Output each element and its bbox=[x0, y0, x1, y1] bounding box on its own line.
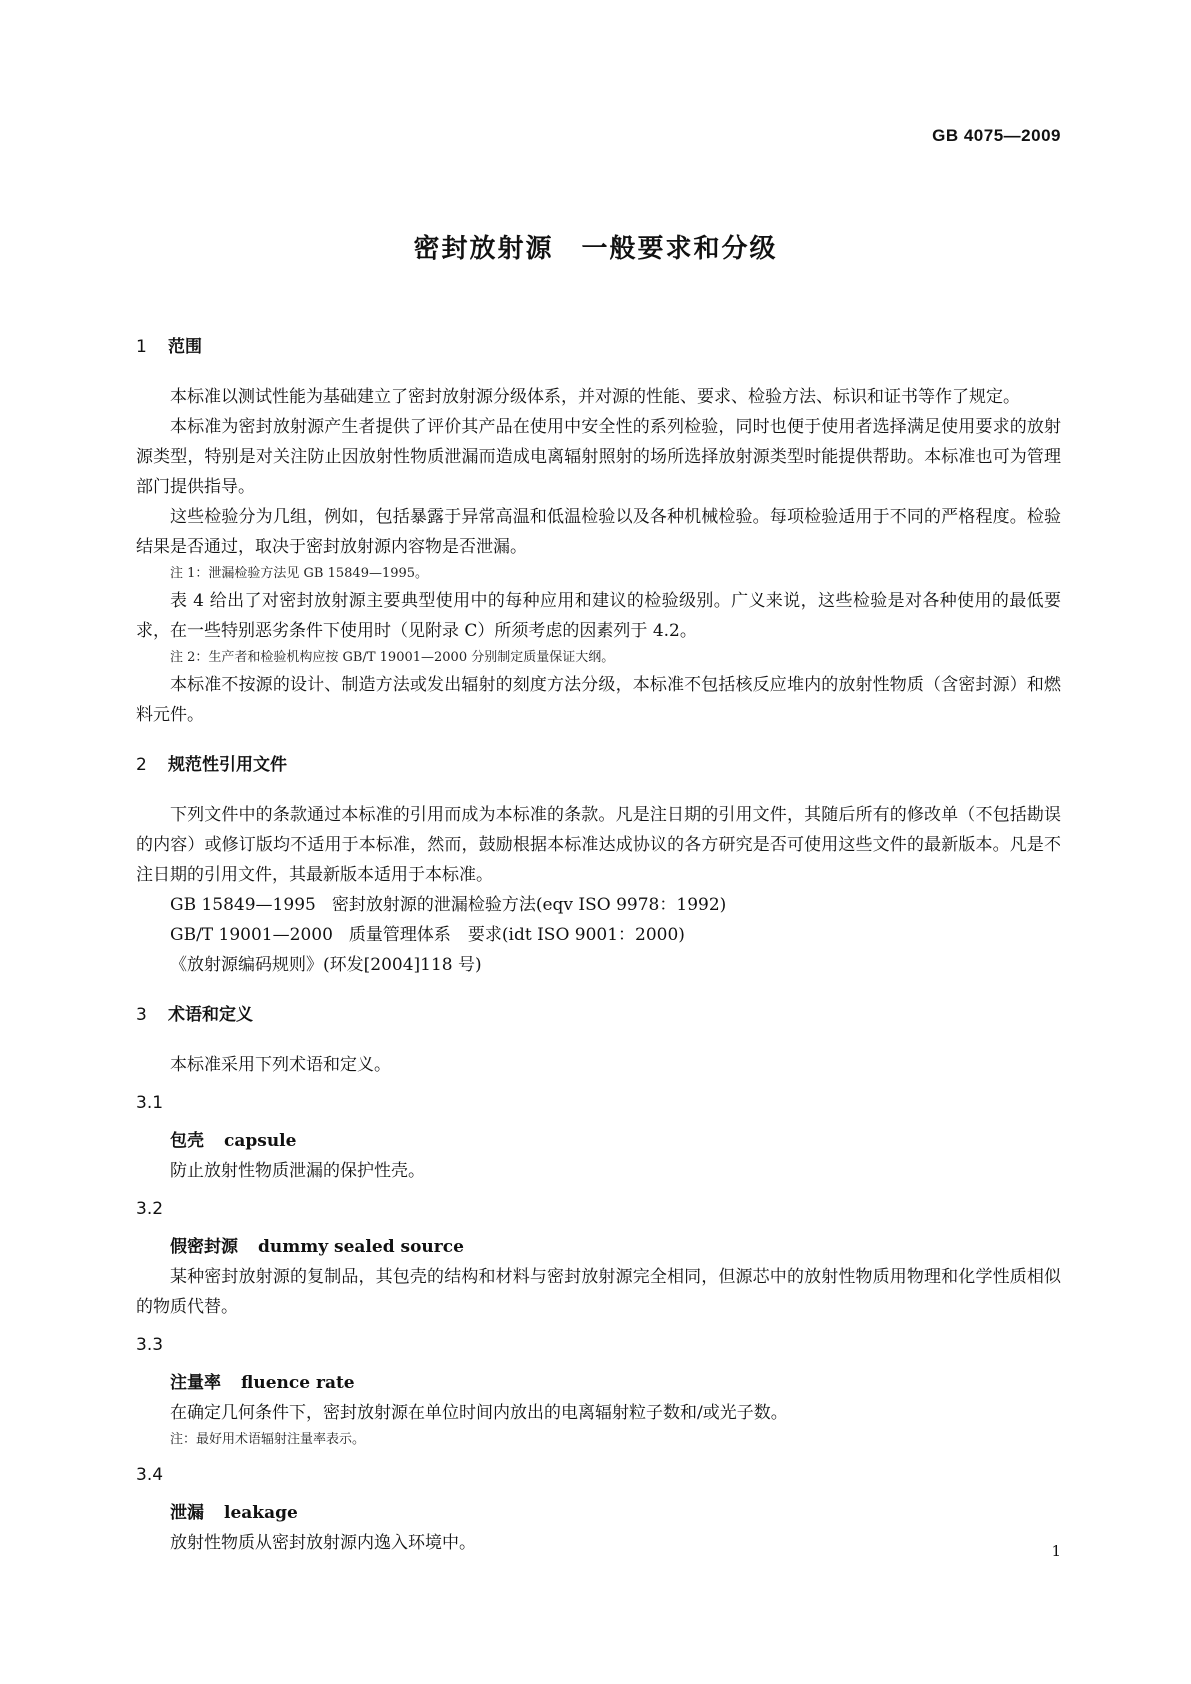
term-definition: 在确定几何条件下，密封放射源在单位时间内放出的电离辐射粒子数和/或光子数。 bbox=[170, 1403, 788, 1423]
note: 注 2：生产者和检验机构应按 GB/T 19001—2000 分别制定质量保证大纲。 bbox=[170, 650, 615, 665]
term-number: 3.1 bbox=[136, 1093, 164, 1113]
term-en: dummy sealed source bbox=[258, 1237, 464, 1257]
section-number: 3 bbox=[136, 1005, 147, 1025]
term-cn: 包壳 bbox=[170, 1131, 204, 1151]
note: 注 1：泄漏检验方法见 GB 15849—1995。 bbox=[170, 566, 429, 581]
section-1-heading bbox=[136, 332, 1061, 362]
term-definition: 放射性物质从密封放射源内逸入环境中。 bbox=[170, 1533, 476, 1553]
term-cn: 假密封源 bbox=[170, 1237, 238, 1257]
paragraph: 本标准不按源的设计、制造方法或发出辐射的刻度方法分级，本标准不包括核反应堆内的放射性物质（含密封源）和燃料元件。 bbox=[136, 675, 1061, 725]
term-number: 3.2 bbox=[136, 1199, 164, 1219]
section-number: 2 bbox=[136, 755, 147, 775]
section-title: 范围 bbox=[168, 337, 202, 357]
term-en: fluence rate bbox=[241, 1373, 355, 1393]
document-title: 密封放射源 一般要求和分级 bbox=[413, 234, 778, 264]
term-heading bbox=[136, 1498, 1061, 1528]
document-code: GB 4075—2009 bbox=[932, 126, 1061, 145]
section-title: 规范性引用文件 bbox=[168, 755, 287, 775]
reference-title: 《放射源编码规则》(环发[2004]118 号) bbox=[170, 955, 482, 975]
paragraph: 这些检验分为几组，例如，包括暴露于异常高温和低温检验以及各种机械检验。每项检验适用于不同的严格程度。检验结果是否通过，取决于密封放射源内容物是否泄漏。 bbox=[136, 507, 1061, 557]
document-body bbox=[136, 332, 1061, 1558]
term-en: leakage bbox=[224, 1503, 298, 1523]
paragraph: 本标准为密封放射源产生者提供了评价其产品在使用中安全性的系列检验，同时也便于使用者选择满足使用要求的放射源类型，特别是对关注防止因放射性物质泄漏而造成电离辐射照射的场所选择放射源类型时能提供帮助。本标准也可为管理部门提供指导。 bbox=[136, 417, 1061, 497]
reference-code: GB 15849—1995 bbox=[170, 895, 316, 915]
page-number: 1 bbox=[1051, 1542, 1061, 1560]
reference-item bbox=[136, 890, 1061, 920]
term-number: 3.4 bbox=[136, 1465, 164, 1485]
section-title: 术语和定义 bbox=[168, 1005, 253, 1025]
paragraph: 本标准以测试性能为基础建立了密封放射源分级体系，并对源的性能、要求、检验方法、标识和证书等作了规定。 bbox=[170, 387, 1020, 407]
note: 注：最好用术语辐射注量率表示。 bbox=[170, 1432, 366, 1447]
term-cn: 泄漏 bbox=[170, 1503, 204, 1523]
term-number: 3.3 bbox=[136, 1335, 164, 1355]
reference-item bbox=[136, 950, 1061, 980]
term-en: capsule bbox=[224, 1131, 297, 1151]
section-number: 1 bbox=[136, 337, 147, 357]
paragraph: 下列文件中的条款通过本标准的引用而成为本标准的条款。凡是注日期的引用文件，其随后所有的修改单（不包括勘误的内容）或修订版均不适用于本标准，然而，鼓励根据本标准达成协议的各方研究是否可使用这些文件的最新版本。凡是不注日期的引用文件，其最新版本适用于本标准。 bbox=[136, 805, 1061, 885]
term-heading bbox=[136, 1368, 1061, 1398]
reference-title: 质量管理体系 要求(idt ISO 9001：2000) bbox=[348, 925, 685, 945]
paragraph: 表 4 给出了对密封放射源主要典型使用中的每种应用和建议的检验级别。广义来说，这些检验是对各种使用的最低要求，在一些特别恶劣条件下使用时（见附录 C）所须考虑的因素列于 4.2。 bbox=[136, 591, 1061, 641]
reference-title: 密封放射源的泄漏检验方法(eqv ISO 9978：1992) bbox=[331, 895, 727, 915]
term-heading bbox=[136, 1232, 1061, 1262]
reference-item bbox=[136, 920, 1061, 950]
term-definition: 某种密封放射源的复制品，其包壳的结构和材料与密封放射源完全相同，但源芯中的放射性物质用物理和化学性质相似的物质代替。 bbox=[136, 1267, 1061, 1317]
paragraph: 本标准采用下列术语和定义。 bbox=[170, 1055, 391, 1075]
term-heading bbox=[136, 1126, 1061, 1156]
section-3-heading bbox=[136, 1000, 1061, 1030]
section-2-heading bbox=[136, 750, 1061, 780]
reference-code: GB/T 19001—2000 bbox=[170, 925, 333, 945]
term-cn: 注量率 bbox=[170, 1373, 221, 1393]
term-definition: 防止放射性物质泄漏的保护性壳。 bbox=[170, 1161, 425, 1181]
